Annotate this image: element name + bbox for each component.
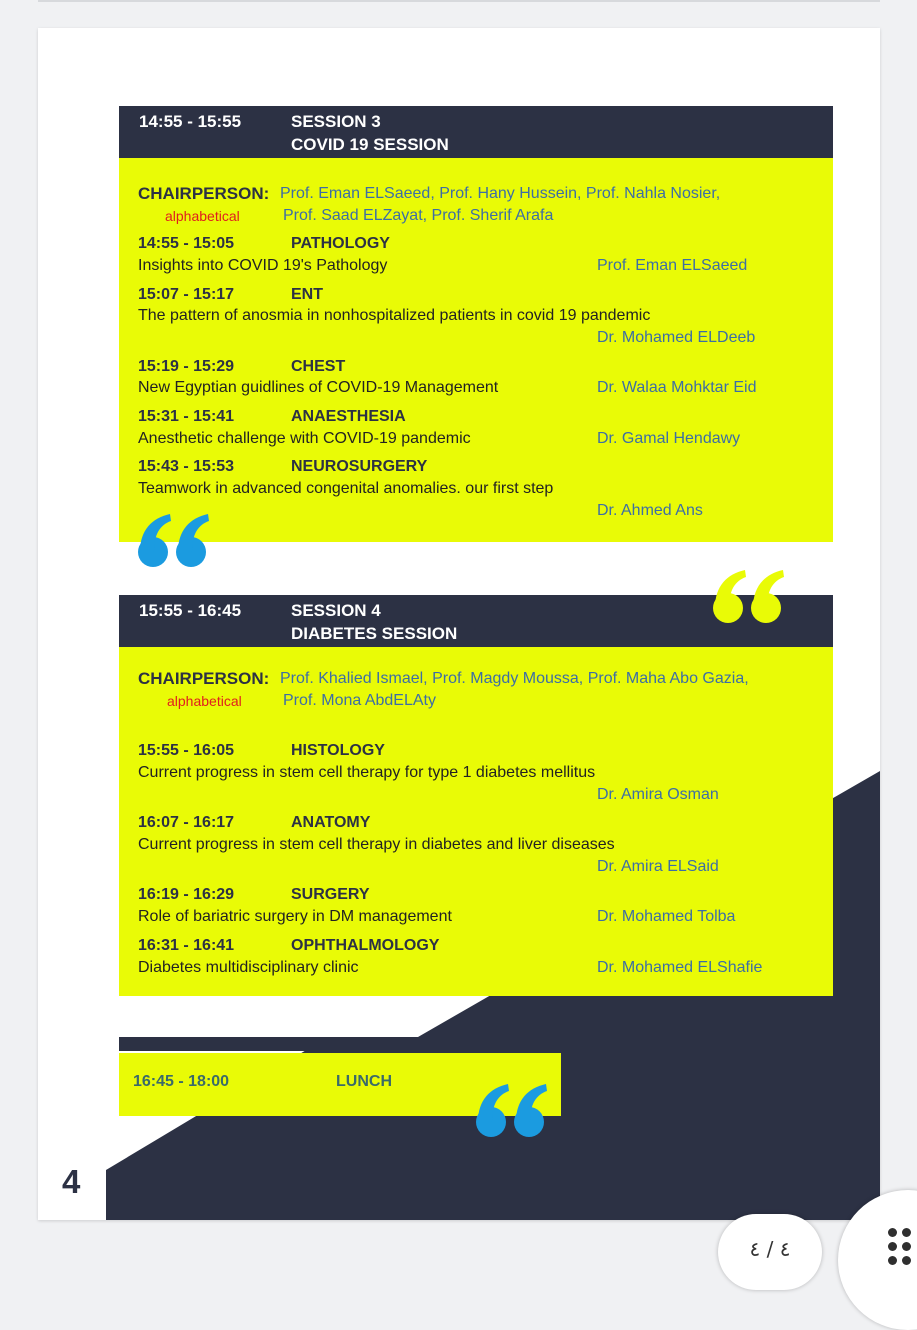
session4-panel — [119, 647, 833, 996]
talk-time: 14:55 - 15:05 — [138, 235, 235, 252]
talk-department: ENT — [291, 286, 323, 303]
lunch-time: 16:45 - 18:00 — [133, 1073, 230, 1090]
page-indicator[interactable] — [718, 1214, 822, 1290]
session3-header — [119, 106, 833, 158]
session4-alpha-note: alphabetical — [167, 693, 242, 709]
lunch-accent-bar — [119, 1037, 349, 1051]
lunch-label: LUNCH — [336, 1073, 392, 1090]
document-page — [38, 28, 880, 1220]
talk-speaker: Dr. Mohamed ELDeeb — [597, 329, 756, 346]
top-divider — [38, 0, 880, 2]
talk-department: OPHTHALMOLOGY — [291, 937, 440, 954]
talk-topic: The pattern of anosmia in nonhospitalized patients in covid 19 pandemic — [138, 307, 651, 324]
talk-time: 15:43 - 15:53 — [138, 458, 235, 475]
talk-topic: Anesthetic challenge with COVID-19 pandemic — [138, 430, 471, 447]
session3-alpha-note: alphabetical — [165, 208, 240, 224]
talk-time: 16:07 - 16:17 — [138, 814, 235, 831]
session4-title: SESSION 4 — [291, 601, 381, 620]
talk-topic: Teamwork in advanced congenital anomalies. our first step — [138, 480, 554, 497]
talk-topic: Diabetes multidisciplinary clinic — [138, 959, 359, 976]
talk-topic: Insights into COVID 19's Pathology — [138, 257, 388, 274]
quote-icon — [136, 512, 216, 572]
talk-time: 15:31 - 15:41 — [138, 408, 235, 425]
talk-department: ANATOMY — [291, 814, 371, 831]
talk-department: NEUROSURGERY — [291, 458, 428, 475]
session3-subtitle: COVID 19 SESSION — [291, 135, 449, 154]
page-indicator-text: ٤ / ٤ — [749, 1237, 791, 1261]
session3-chair-label: CHAIRPERSON: — [138, 184, 270, 203]
session4-subtitle: DIABETES SESSION — [291, 624, 458, 643]
talk-time: 16:31 - 16:41 — [138, 937, 235, 954]
talk-time: 15:55 - 16:05 — [138, 742, 235, 759]
session4-chair-line2: Prof. Mona AbdELAty — [283, 692, 436, 709]
session3-title: SESSION 3 — [291, 112, 381, 131]
talk-speaker: Dr. Walaa Mohktar Eid — [597, 379, 757, 396]
talk-department: PATHOLOGY — [291, 235, 390, 252]
session4-chair-line1: Prof. Khalied Ismael, Prof. Magdy Moussa, Prof. Maha Abo Gazia, — [280, 670, 749, 687]
session3-time: 14:55 - 15:55 — [139, 112, 242, 131]
session3-panel — [119, 158, 833, 542]
talk-department: SURGERY — [291, 886, 370, 903]
talk-topic: Current progress in stem cell therapy in diabetes and liver diseases — [138, 836, 615, 853]
talk-speaker: Dr. Amira ELSaid — [597, 858, 719, 875]
session3-chair-line2: Prof. Saad ELZayat, Prof. Sherif Arafa — [283, 207, 554, 224]
session3-chair-line1: Prof. Eman ELSaeed, Prof. Hany Hussein, Prof. Nahla Nosier, — [280, 185, 721, 202]
talk-time: 15:07 - 15:17 — [138, 286, 235, 303]
talk-speaker: Prof. Eman ELSaeed — [597, 257, 748, 274]
talk-time: 16:19 - 16:29 — [138, 886, 235, 903]
talk-speaker: Dr. Mohamed ELShafie — [597, 959, 763, 976]
talk-department: ANAESTHESIA — [291, 408, 406, 425]
talk-speaker: Dr. Amira Osman — [597, 786, 719, 803]
talk-topic: Role of bariatric surgery in DM management — [138, 908, 452, 925]
page-number: 4 — [62, 1163, 81, 1200]
talk-speaker: Dr. Mohamed Tolba — [597, 908, 736, 925]
quote-icon — [474, 1082, 554, 1142]
talk-speaker: Dr. Gamal Hendawy — [597, 430, 741, 447]
session4-time: 15:55 - 16:45 — [139, 601, 242, 620]
quote-icon — [711, 568, 791, 628]
talk-topic: New Egyptian guidlines of COVID-19 Management — [138, 379, 499, 396]
talk-department: HISTOLOGY — [291, 742, 385, 759]
talk-time: 15:19 - 15:29 — [138, 358, 235, 375]
talk-department: CHEST — [291, 358, 346, 375]
talk-topic: Current progress in stem cell therapy for type 1 diabetes mellitus — [138, 764, 596, 781]
session4-chair-label: CHAIRPERSON: — [138, 669, 270, 688]
talk-speaker: Dr. Ahmed Ans — [597, 502, 703, 519]
